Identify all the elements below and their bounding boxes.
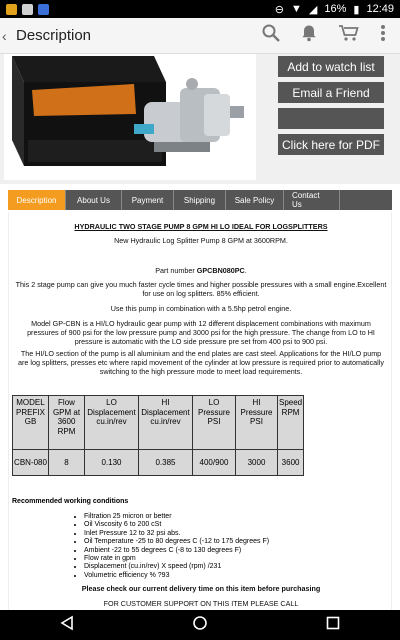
table-cell: 0.385 [139,450,193,476]
description-paragraph: Model GP-CBN is a HI/LO hydraulic gear pump with 12 different displacement combinations with maximum pressures of 900 psi for the low pressure pump and 3000 psi for the high pressure. The change from LO to HI pressure is automatic with the LO side pressure pre set from 400 psi to 900 psi. [27,319,375,346]
status-bar [0,0,400,18]
table-header-cell: Flow GPM at 3600 RPM [49,396,85,450]
recents-nav-icon[interactable] [325,615,341,636]
dnd-icon: ⊖ [274,3,285,16]
table-row [13,450,304,476]
description-tabs [8,190,392,210]
table-header-cell: LO Pressure PSI [193,396,236,450]
part-number-label: Part number [155,266,197,275]
table-header-cell: MODEL PREFIX GB [13,396,49,450]
table-header-row [13,396,304,450]
tab-about-us[interactable]: About Us [66,190,122,210]
page-title: Description [16,27,92,44]
list-item: • Oil Viscosity 6 to 200 cSt [84,521,269,529]
delivery-note: Please check our current delivery time on this item before purchasing [81,584,321,593]
table-cell: 3600 [278,450,304,476]
table-header-cell: Speed RPM [278,396,304,450]
table-cell: CBN-080 [13,450,49,476]
pdf-button[interactable]: Click here for PDF [278,134,384,155]
notification-icons [6,4,49,15]
table-header-cell: HI Pressure PSI [236,396,278,450]
tab-contact-us[interactable]: Contact Us [284,190,340,210]
table-cell: 400/900 [193,450,236,476]
app-notification-icon [22,4,33,15]
wifi-icon: ▼ [291,3,302,15]
battery-percent: 16% [324,3,347,15]
recommended-list [76,513,269,580]
table-header-cell: LO Displacement cu.in/rev [85,396,139,450]
product-image[interactable] [4,54,256,180]
part-number [9,266,392,275]
list-item: • Flow rate in gpm [84,555,269,563]
list-item: • Ambient -22 to 55 degrees C (-8 to 130 degrees F) [84,547,269,555]
tab-description[interactable]: Description [8,190,66,210]
list-item: • Displacement (cu.in/rev) X speed (rpm) /231 [84,563,269,571]
more-vert-icon[interactable] [380,24,386,47]
description-content [8,212,392,610]
support-note: FOR CUSTOMER SUPPORT ON THIS ITEM PLEASE CALL [103,599,299,608]
description-paragraph: The HI/LO section of the pump is all aluminium and the end plates are cast steel. Applications for the HI/LO pump are log splitters, presses etc where rapid movement of the cylinder at low pressure is required prior to automatically switching to the high pressure mode to meet load requirements. [18,349,384,376]
recommended-heading: Recommended working conditions [12,498,129,505]
home-nav-icon[interactable] [192,615,208,636]
spec-table [12,395,304,476]
tab-sale-policy[interactable]: Sale Policy [226,190,284,210]
list-item: • Filtration 25 micron or better [84,513,269,521]
list-item: • Oil Temperature -25 to 80 degrees C (-12 to 175 degrees F) [84,538,269,546]
part-number-value: GPCBN080PC [196,266,245,275]
product-subheading: New Hydraulic Log Splitter Pump 8 GPM at 3600RPM. [114,236,288,245]
app-notification-icon [6,4,17,15]
description-paragraph: This 2 stage pump can give you much faster cycle times and higher possible pressures with a small engine.Excellent for use on log splitters. 85% efficient. [15,280,387,298]
description-paragraph: Use this pump in combination with a 5.5hp petrol engine. [110,304,292,313]
cart-icon[interactable] [338,24,360,47]
system-nav-bar [0,610,400,640]
table-header-cell: HI Displacement cu.in/rev [139,396,193,450]
battery-icon: ▮ [353,3,360,16]
add-to-watch-list-button[interactable]: Add to watch list [278,56,384,77]
product-area [0,54,400,184]
product-heading: HYDRAULIC TWO STAGE PUMP 8 GPM HI LO IDEAL FOR LOGSPLITTERS [74,222,328,231]
table-cell: 8 [49,450,85,476]
back-nav-icon[interactable] [59,615,75,636]
app-notification-icon [38,4,49,15]
bell-icon[interactable] [300,24,318,47]
back-icon[interactable]: ‹ [2,27,7,44]
signal-icon: ◢ [308,3,318,16]
table-cell: 3000 [236,450,278,476]
list-item: • Volumetric efficiency % ?93 [84,572,269,580]
tab-shipping[interactable]: Shipping [174,190,226,210]
part-number-suffix: . [244,266,247,275]
email-a-friend-button[interactable]: Email a Friend [278,82,384,103]
table-cell: 0.130 [85,450,139,476]
blank-button[interactable] [278,108,384,129]
tab-payment[interactable]: Payment [122,190,174,210]
clock: 12:49 [366,3,394,15]
search-icon[interactable] [262,24,280,47]
list-item: • Inlet Pressure 12 to 32 psi abs. [84,530,269,538]
app-bar [0,18,400,54]
